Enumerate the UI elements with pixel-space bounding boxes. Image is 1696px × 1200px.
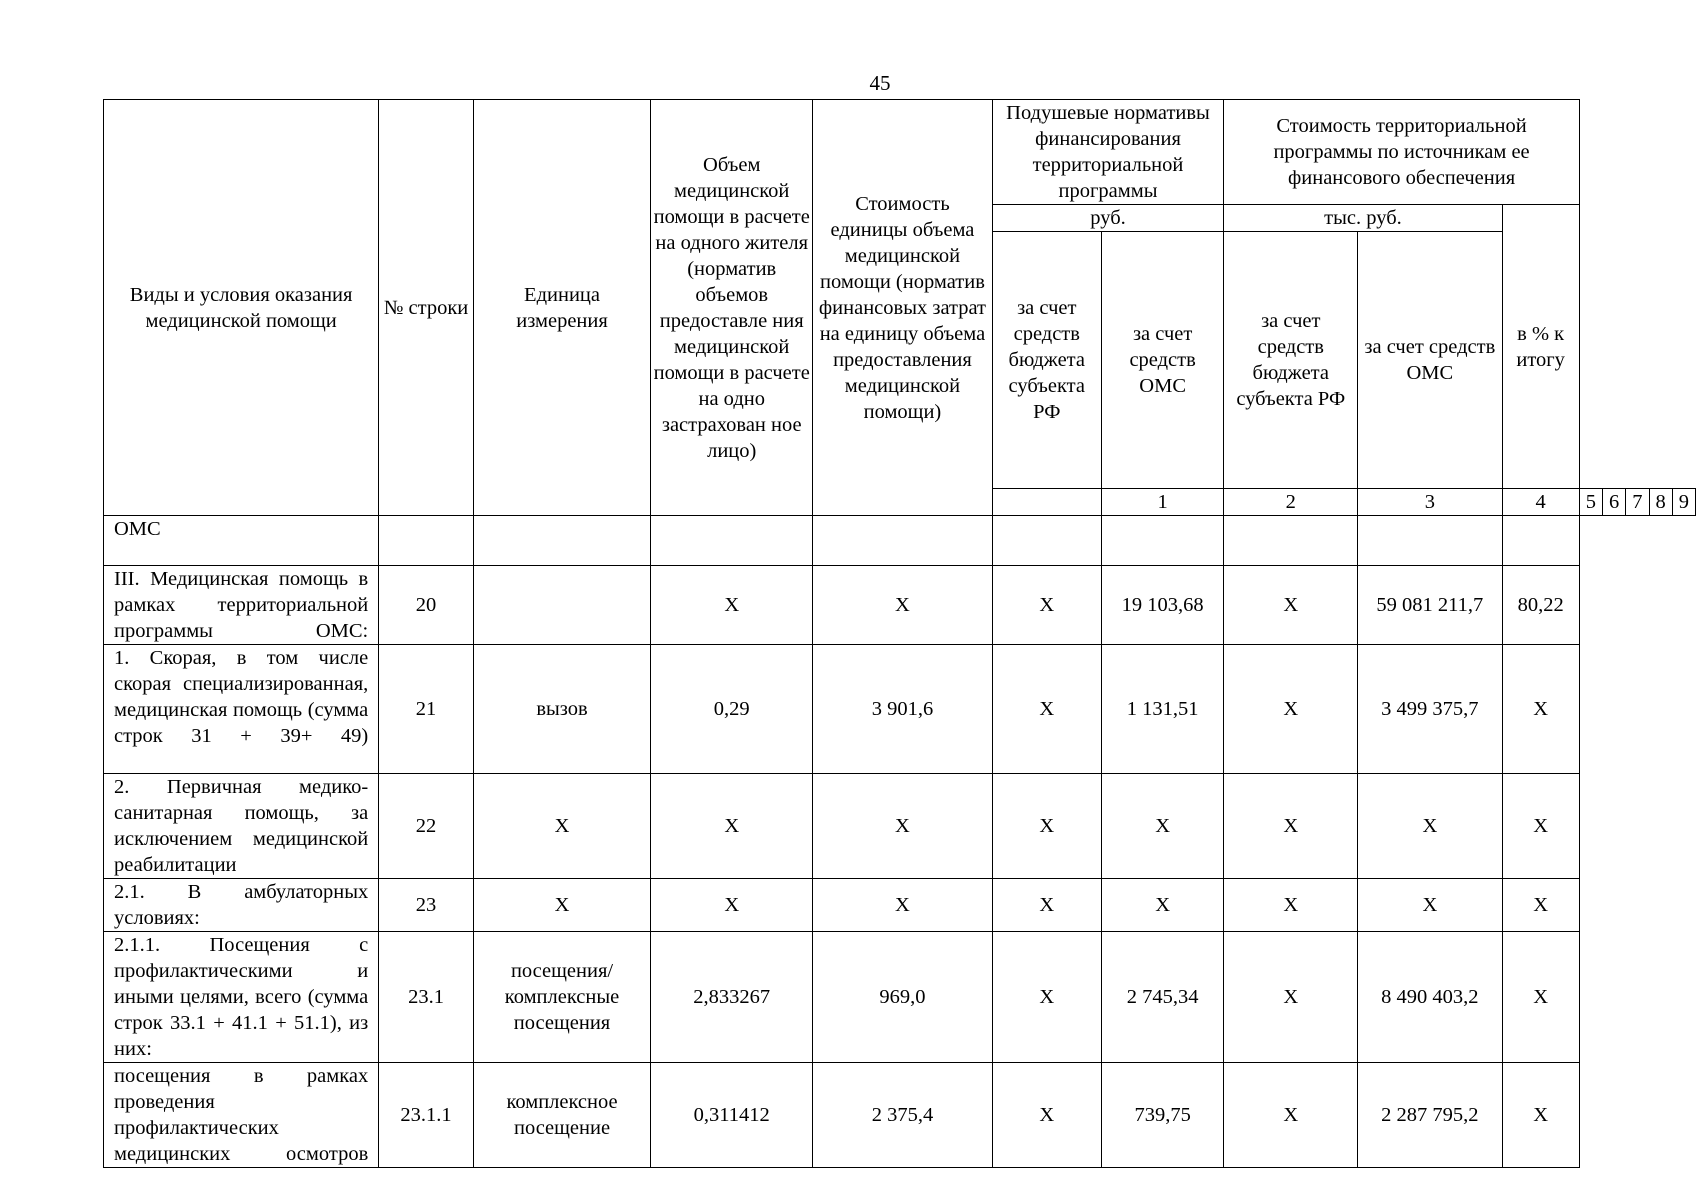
row-unit: вызов — [473, 645, 650, 774]
row-unit: комплексное посещение — [473, 1063, 650, 1168]
column-number: 3 — [1358, 489, 1502, 516]
row-budget-rub: Х — [992, 1063, 1101, 1168]
column-number: 9 — [1672, 489, 1695, 516]
row-oms-rub: 739,75 — [1101, 1063, 1223, 1168]
row-cost: 2 375,4 — [813, 1063, 992, 1168]
row-name: 2.1. В амбулаторных условиях: — [104, 879, 379, 932]
table-row — [104, 1063, 1696, 1168]
header-unit-rub: руб. — [992, 205, 1224, 232]
header-unit-cost: Стоимость единицы объема медицинской помощи (норматив финансовых затрат на единицу объема предоставления медицинской помощи) — [813, 100, 992, 516]
column-number: 8 — [1649, 489, 1672, 516]
table-row — [104, 774, 1696, 879]
page-number: 45 — [869, 71, 891, 95]
row-budget-rub: Х — [992, 774, 1101, 879]
row-number: 23.1.1 — [379, 1063, 474, 1168]
row-percent: Х — [1502, 1063, 1579, 1168]
program-cost-table — [103, 99, 1696, 1168]
row-oms-thousand: 59 081 211,7 — [1358, 566, 1502, 645]
table-row — [104, 932, 1696, 1063]
header-program-cost: Стоимость территориальной программы по источникам ее финансового обеспечения — [1224, 100, 1579, 205]
header-unit: Единица измерения — [473, 100, 650, 516]
column-number: 2 — [1224, 489, 1358, 516]
header-oms-rub: за счет средств ОМС — [1101, 232, 1223, 489]
row-percent: Х — [1502, 774, 1579, 879]
row-name: III. Медицинская помощь в рамках территориальной программы ОМС: — [104, 566, 379, 645]
row-cost: 969,0 — [813, 932, 992, 1063]
row-budget-thousand: Х — [1224, 774, 1358, 879]
row-number: 21 — [379, 645, 474, 774]
row-oms-rub: 19 103,68 — [1101, 566, 1223, 645]
row-budget-rub: Х — [992, 566, 1101, 645]
row-budget-thousand: Х — [1224, 645, 1358, 774]
row-oms-thousand: Х — [1358, 774, 1502, 879]
row-unit: Х — [473, 879, 650, 932]
row-oms-thousand: Х — [1358, 879, 1502, 932]
row-number: 23.1 — [379, 932, 474, 1063]
row-name: посещения в рамках проведения профилактических медицинских осмотров — [104, 1063, 379, 1168]
row-percent: Х — [1502, 932, 1579, 1063]
column-number-empty — [992, 489, 1101, 516]
header-unit-thousand-rub: тыс. руб. — [1224, 205, 1502, 232]
row-volume: Х — [651, 566, 813, 645]
header-volume: Объем медицинской помощи в расчете на одного жителя (норматив объемов предоставле ния медицинской помощи в расчете на одно застрахован ное лицо) — [651, 100, 813, 516]
row-unit: посещения/ комплексные посещения — [473, 932, 650, 1063]
row-name: 1. Скорая, в том числе скорая специализированная, медицинская помощь (сумма строк 31 + 39+ 49) — [104, 645, 379, 774]
row-cost: Х — [813, 879, 992, 932]
row-name: 2.1.1. Посещения с профилактическими и иными целями, всего (сумма строк 33.1 + 41.1 + 51.1), из них: — [104, 932, 379, 1063]
header-oms-thousand: за счет средств ОМС — [1358, 232, 1502, 489]
row-oms-thousand: 8 490 403,2 — [1358, 932, 1502, 1063]
row-budget-thousand: Х — [1224, 1063, 1358, 1168]
row-percent: 80,22 — [1502, 566, 1579, 645]
row-number: 20 — [379, 566, 474, 645]
section-row — [104, 516, 1696, 566]
row-oms-rub: Х — [1101, 774, 1223, 879]
table-row — [104, 645, 1696, 774]
row-oms-thousand: 3 499 375,7 — [1358, 645, 1502, 774]
row-number: 23 — [379, 879, 474, 932]
header-percent: в % к итогу — [1502, 205, 1579, 489]
section-label: ОМС — [104, 516, 379, 566]
row-budget-rub: Х — [992, 879, 1101, 932]
header-budget-rub: за счет средств бюджета субъекта РФ — [992, 232, 1101, 489]
header-kind: Виды и условия оказания медицинской помощи — [104, 100, 379, 516]
column-number: 7 — [1626, 489, 1649, 516]
row-cost: Х — [813, 774, 992, 879]
row-cost: 3 901,6 — [813, 645, 992, 774]
row-volume: Х — [651, 774, 813, 879]
row-number: 22 — [379, 774, 474, 879]
row-oms-rub: Х — [1101, 879, 1223, 932]
row-oms-rub: 1 131,51 — [1101, 645, 1223, 774]
row-oms-rub: 2 745,34 — [1101, 932, 1223, 1063]
row-budget-rub: Х — [992, 645, 1101, 774]
row-budget-thousand: Х — [1224, 932, 1358, 1063]
column-number: 1 — [1101, 489, 1223, 516]
row-volume: 0,29 — [651, 645, 813, 774]
table-row — [104, 566, 1696, 645]
row-percent: Х — [1502, 645, 1579, 774]
column-number: 5 — [1579, 489, 1602, 516]
row-volume: 0,311412 — [651, 1063, 813, 1168]
header-row-number: № строки — [379, 100, 474, 516]
column-number: 6 — [1603, 489, 1626, 516]
row-name: 2. Первичная медико-санитарная помощь, за исключением медицинской реабилитации — [104, 774, 379, 879]
row-cost: Х — [813, 566, 992, 645]
row-unit: Х — [473, 774, 650, 879]
table-row — [104, 879, 1696, 932]
row-budget-rub: Х — [992, 932, 1101, 1063]
row-percent: Х — [1502, 879, 1579, 932]
row-volume: Х — [651, 879, 813, 932]
row-budget-thousand: Х — [1224, 566, 1358, 645]
row-volume: 2,833267 — [651, 932, 813, 1063]
row-budget-thousand: Х — [1224, 879, 1358, 932]
row-unit — [473, 566, 650, 645]
column-number: 4 — [1502, 489, 1579, 516]
header-budget-thousand: за счет средств бюджета субъекта РФ — [1224, 232, 1358, 489]
row-oms-thousand: 2 287 795,2 — [1358, 1063, 1502, 1168]
header-per-capita: Подушевые нормативы финансирования территориальной программы — [992, 100, 1224, 205]
